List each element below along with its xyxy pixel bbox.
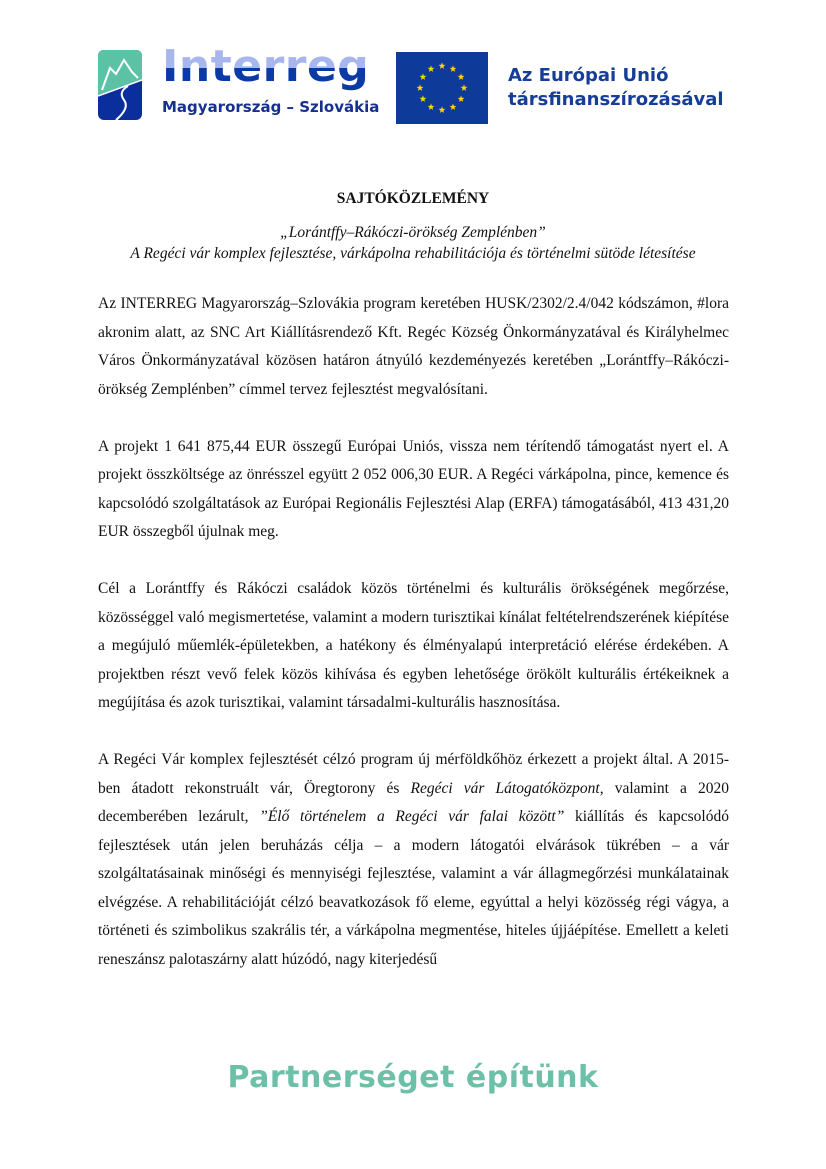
- paragraph-4-text-1: A Regéci Vár komplex fejlesztését célzó program új mérföldkőhöz érkezett a projekt által. A 2015-ben átadott rekonstruált vár, Öregtorony és: [98, 751, 729, 797]
- paragraph-4-italic-visitor-center: Regéci vár Látogatóközpont,: [410, 779, 604, 797]
- paragraph-4-text-3: kiállítás és kapcsolódó fejlesztések után jelen beruházás célja – a modern látogatói elvárások tükrében – a vár szolgáltatásainak minőségi és mennyiségi fejlesztése, valamint a vár állagmegőrzési munkálatainak elvégzése. A rehabilitációját célzó beavatkozások fő eleme, egyúttal a helyi közösség régi vágya, a történeti és szimbolikus szakrális tér, a várkápolna megmentése, hiteles újjáépítése. Emellett a keleti reneszánsz palotaszárny alatt húzódó, nagy kiterjedésű: [98, 808, 729, 968]
- eu-text-line1: Az Európai Unió: [508, 65, 669, 86]
- interreg-subtitle: Magyarország – Szlovákia: [162, 98, 380, 116]
- interreg-logo: [98, 41, 380, 126]
- document-subtitle: [0, 222, 826, 264]
- paragraph-2: A projekt 1 641 875,44 EUR összegű Európai Uniós, vissza nem térítendő támogatást nyert el. A projekt összköltsége az önrésszel együtt 2 052 006,30 EUR. A Regéci várkápolna, pince, kemence és kapcsolódó szolgáltatások az Európai Regionális Fejlesztési Alap (ERFA) támogatásából, 413 431,20 EUR összegből újulnak meg.: [98, 437, 729, 540]
- document-body: [98, 290, 729, 1003]
- eu-flag-icon: [396, 52, 488, 124]
- interreg-wordmark: Interreg: [162, 41, 370, 92]
- eu-cofinancing-text: [508, 64, 724, 112]
- interreg-mountain-river-icon: [98, 50, 142, 120]
- eu-text-line2: társfinanszírozásával: [508, 89, 724, 110]
- subtitle-description: A Regéci vár komplex fejlesztése, várkápolna rehabilitációja és történelmi sütöde létesítése: [130, 245, 696, 262]
- page-header: [98, 41, 738, 128]
- footer-tagline: Partnerséget építünk: [227, 1060, 599, 1095]
- paragraph-1: Az INTERREG Magyarország–Szlovákia program keretében HUSK/2302/2.4/042 kódszámon, #lora akronim alatt, az SNC Art Kiállításrendező Kft. Regéc Község Önkormányzatával és Királyhelmec Város Önkormányzatával közösen határon átnyúló kezdeményezés keretében „Lorántffy–Rákóczi-örökség Zemplénben” címmel tervez fejlesztést megvalósítani.: [98, 295, 729, 398]
- document-title: SAJTÓKÖZLEMÉNY: [336, 190, 490, 207]
- paragraph-3: Cél a Lorántffy és Rákóczi családok közös történelmi és kulturális örökségének megőrzése, közösséggel való megismertetése, valamint a modern turisztikai kínálat feltételrendszerének kiépítése a megújuló műemlék-épületekben, a hatékony és élményalapú interpretáció elérése érdekében. A projektben részt vevő felek közös kihívása és egyben lehetősége örökölt kulturális értékeiknek a megújítása és azok turisztikai, valamint társadalmi-kulturális hasznosítása.: [98, 580, 729, 711]
- paragraph-4: [98, 746, 729, 974]
- subtitle-project-name: „Lorántffy–Rákóczi-örökség Zemplénben”: [280, 224, 546, 241]
- paragraph-4-italic-exhibition: ”Élő történelem a Regéci vár falai között”: [259, 808, 565, 825]
- paragraph-4-text-2: valamint a 2020 decemberében lezárult,: [98, 779, 729, 825]
